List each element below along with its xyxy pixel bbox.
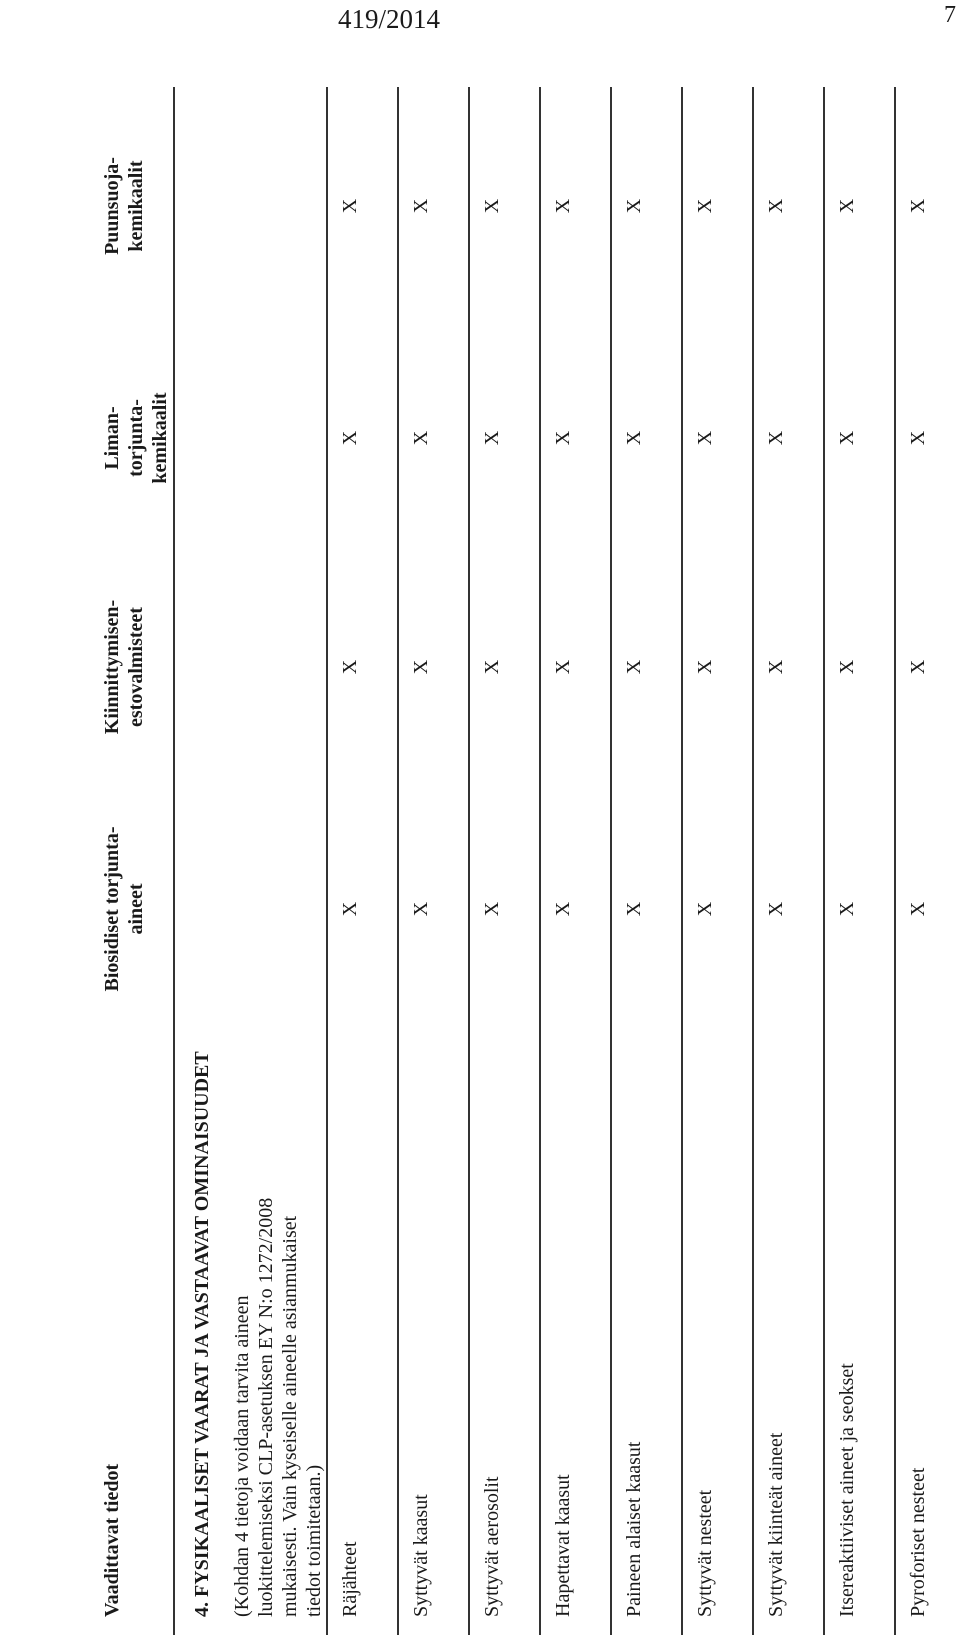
applicability-mark: X <box>824 87 895 325</box>
table-row <box>398 87 469 1635</box>
applicability-mark: X <box>753 325 824 551</box>
section-title: 4. FYSIKAALISET VAARAT JA VASTAAVAT OMINAISUUDET <box>191 1051 213 1617</box>
header-required-info: Vaadittavat tiedot <box>88 1035 174 1635</box>
applicability-mark: X <box>398 87 469 325</box>
document-number: 419/2014 <box>338 4 441 34</box>
rotated-table-container <box>88 87 929 1635</box>
applicability-mark: X <box>895 783 960 1035</box>
table-row <box>682 87 753 1635</box>
applicability-mark: X <box>469 325 540 551</box>
applicability-mark: X <box>824 325 895 551</box>
header-biocidal-pest-control: Biosidiset torjunta-aineet <box>88 783 174 1035</box>
applicability-mark: X <box>540 783 611 1035</box>
applicability-mark: X <box>469 551 540 783</box>
header-antifouling: Kiinnittymisen-estovalmisteet <box>88 551 174 783</box>
row-label: Paineen alaiset kaasut <box>611 1035 682 1635</box>
applicability-mark: X <box>824 551 895 783</box>
row-label: Syttyvät kiinteät aineet <box>753 1035 824 1635</box>
applicability-mark: X <box>327 783 398 1035</box>
applicability-mark: X <box>753 87 824 325</box>
applicability-mark: X <box>895 325 960 551</box>
applicability-mark: X <box>753 551 824 783</box>
row-label: Syttyvät nesteet <box>682 1035 753 1635</box>
applicability-mark: X <box>682 87 753 325</box>
table-row <box>540 87 611 1635</box>
section-note: (Kohdan 4 tietoja voidaan tarvita aineen luokittelemiseksi CLP-asetuksen EY N:o 1272/2008 mukaisesti. Vain kyseiselle aineelle asianmukaiset tiedot toimitetaan.) <box>231 1197 325 1617</box>
header-slimicides: Liman-torjunta-kemikaalit <box>88 325 174 551</box>
row-label: Hapettavat kaasut <box>540 1035 611 1635</box>
requirements-table <box>88 87 960 1635</box>
row-label: Pyroforiset nesteet <box>895 1035 960 1635</box>
applicability-mark: X <box>398 325 469 551</box>
applicability-mark: X <box>327 325 398 551</box>
table-row <box>327 87 398 1635</box>
header-row <box>88 87 174 1635</box>
table-row <box>824 87 895 1635</box>
applicability-mark: X <box>469 783 540 1035</box>
table-row <box>469 87 540 1635</box>
applicability-mark: X <box>540 325 611 551</box>
table-row <box>611 87 682 1635</box>
applicability-mark: X <box>682 783 753 1035</box>
applicability-mark: X <box>398 551 469 783</box>
applicability-mark: X <box>540 551 611 783</box>
section-cell <box>174 87 327 1635</box>
section-row <box>174 87 327 1635</box>
applicability-mark: X <box>753 783 824 1035</box>
row-label: Syttyvät kaasut <box>398 1035 469 1635</box>
table-row <box>895 87 960 1635</box>
applicability-mark: X <box>611 783 682 1035</box>
applicability-mark: X <box>611 325 682 551</box>
applicability-mark: X <box>895 87 960 325</box>
applicability-mark: X <box>469 87 540 325</box>
applicability-mark: X <box>895 551 960 783</box>
applicability-mark: X <box>611 87 682 325</box>
applicability-mark: X <box>682 325 753 551</box>
row-label: Räjähteet <box>327 1035 398 1635</box>
applicability-mark: X <box>682 551 753 783</box>
header-wood-preservatives: Puunsuoja-kemikaalit <box>88 87 174 325</box>
table-row <box>753 87 824 1635</box>
page-number: 7 <box>944 2 956 28</box>
applicability-mark: X <box>327 551 398 783</box>
row-label: Itsereaktiiviset aineet ja seokset <box>824 1035 895 1635</box>
row-label: Syttyvät aerosolit <box>469 1035 540 1635</box>
applicability-mark: X <box>824 783 895 1035</box>
applicability-mark: X <box>540 87 611 325</box>
applicability-mark: X <box>327 87 398 325</box>
applicability-mark: X <box>398 783 469 1035</box>
applicability-mark: X <box>611 551 682 783</box>
